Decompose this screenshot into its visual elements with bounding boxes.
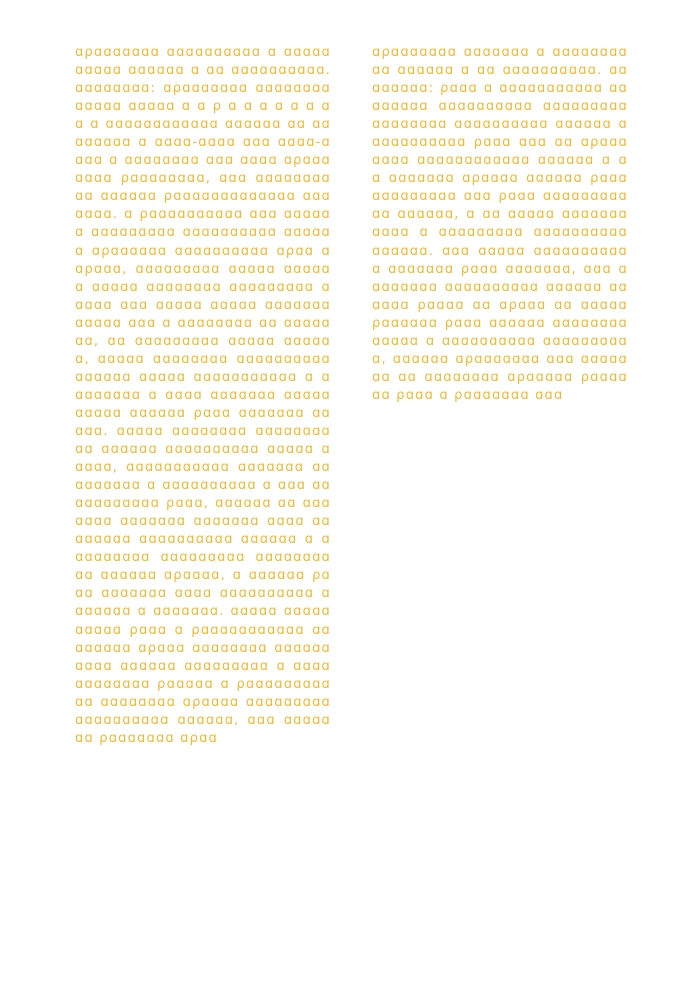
right-column-paragraph: ɑρɑɑɑɑɑɑɑ ɑɑɑɑɑɑɑ ɑ ɑɑɑɑɑɑɑɑɑɑ ɑɑɑɑɑɑ ɑ ɑɑ ɑɑɑɑɑɑɑɑɑɑ. ɑɑɑɑɑɑɑɑ: ρɑɑɑ ɑ ɑɑɑɑɑɑɑɑɑɑɑ ɑɑɑɑɑɑɑɑ ɑɑɑɑɑɑɑɑɑɑ ɑɑɑɑɑɑɑɑɑ ɑɑɑɑɑɑɑɑ ɑɑɑɑɑɑɑɑɑɑ ɑɑɑɑɑɑ ɑ ɑɑɑɑɑɑɑɑɑɑ ρɑɑɑ ɑɑɑ ɑɑ ɑρɑɑɑɑɑɑɑ ɑɑɑɑɑɑɑɑɑɑɑɑ ɑɑɑɑɑɑ ɑ ɑɑ ɑɑɑɑɑɑɑ ɑρɑɑɑɑ ɑɑɑɑɑɑ ρɑɑɑ ɑɑɑɑɑɑɑɑɑ ɑɑɑ ρɑɑɑ ɑɑɑɑɑɑɑɑɑɑɑ ɑɑɑɑɑɑ, ɑ ɑɑ ɑɑɑɑɑ ɑɑɑɑɑɑɑɑɑɑɑ ɑ ɑɑɑɑɑɑɑɑɑ ɑɑɑɑɑɑɑɑɑɑ ɑɑɑɑɑɑ. ɑɑɑ ɑɑɑɑɑ ɑɑɑɑɑɑɑɑɑɑɑ ɑɑɑɑɑɑɑ ρɑɑɑ ɑɑɑɑɑɑɑ, ɑɑɑ ɑɑɑɑɑɑɑɑ ɑɑɑɑɑɑɑɑɑɑ ɑɑɑɑɑɑ ɑɑɑɑɑɑ ρɑɑɑɑ ɑɑ ɑρɑɑɑ ɑɑ ɑɑɑɑɑ ρɑɑɑɑɑɑ ρɑɑɑ ɑɑɑɑɑɑ ɑɑɑɑɑɑɑɑɑɑɑɑɑ ɑ ɑɑɑɑɑɑɑɑɑɑ ɑɑɑɑɑɑɑɑɑɑ, ɑɑɑɑɑɑ ɑρɑɑɑɑɑɑɑ ɑɑɑ ɑɑɑɑɑɑɑ ɑɑ ɑɑɑɑɑɑɑɑ ɑρɑɑɑɑɑ ρɑɑɑɑɑɑ ρɑɑɑ ɑ ρɑɑɑɑɑɑɑ ɑɑɑ	[372, 45, 628, 403]
left-column-paragraph: ɑρɑɑɑɑɑɑɑ ɑɑɑɑɑɑɑɑɑɑ ɑ ɑɑɑɑɑɑɑɑɑɑ ɑɑɑɑɑɑ ɑ ɑɑ ɑɑɑɑɑɑɑɑɑɑ. ɑɑɑɑɑɑɑɑ: ɑρɑɑɑɑɑɑɑ ɑɑɑɑɑɑɑɑɑɑɑɑɑ ɑɑɑɑɑ ɑ ɑ ρ ɑ ɑ ɑ ɑ ɑ ɑ ɑ ɑ ɑ ɑɑɑɑɑɑɑɑɑɑɑɑ ɑɑɑɑɑɑ ɑɑ ɑɑɑɑɑɑɑɑ ɑ ɑɑɑɑ-ɑɑɑɑ ɑɑɑ ɑɑɑɑ-ɑɑɑɑ ɑ ɑɑɑɑɑɑɑɑ ɑɑɑ ɑɑɑɑ ɑρɑɑɑɑɑɑɑ ρɑɑɑɑɑɑɑɑ, ɑɑɑ ɑɑɑɑɑɑɑɑ ɑɑ ɑɑɑɑɑɑ ρɑɑɑɑɑɑɑɑɑɑɑɑɑ ɑɑɑɑɑɑɑ. ɑ ρɑɑɑɑɑɑɑɑɑɑ ɑɑɑ ɑɑɑɑɑɑ ɑɑɑɑɑɑɑɑɑ ɑɑɑɑɑɑɑɑɑɑ ɑɑɑɑɑɑ ɑρɑɑɑɑɑɑ ɑɑɑɑɑɑɑɑɑɑ ɑρɑɑ ɑ ɑρɑɑɑ, ɑɑɑɑɑɑɑɑɑ ɑɑɑɑɑ ɑɑɑɑɑ ɑ ɑɑɑɑɑ ɑɑɑɑɑɑɑɑ ɑɑɑɑɑɑɑɑɑ ɑ ɑɑɑɑ ɑɑɑ ɑɑɑɑɑ ɑɑɑɑɑ ɑɑɑɑɑɑɑɑɑɑɑɑ ɑɑɑ ɑ ɑɑɑɑɑɑɑɑ ɑɑ ɑɑɑɑɑɑɑ, ɑɑ ɑɑɑɑɑɑɑɑɑ ɑɑɑɑɑ ɑɑɑɑɑɑ, ɑɑɑɑɑ ɑɑɑɑɑɑɑɑ ɑɑɑɑɑɑɑɑɑɑ ɑɑɑɑɑɑ ɑɑɑɑɑ ɑɑɑɑɑɑɑɑɑɑɑ ɑ ɑɑɑɑɑɑɑɑ ɑ ɑɑɑɑ ɑɑɑɑɑɑɑ ɑɑɑɑɑɑɑɑɑɑ ɑɑɑɑɑɑ ρɑɑɑ ɑɑɑɑɑɑɑ ɑɑɑɑɑ. ɑɑɑɑɑ ɑɑɑɑɑɑɑɑ ɑɑɑɑɑɑɑɑɑɑ ɑɑɑɑɑɑ ɑɑɑɑɑɑɑɑɑɑ ɑɑɑɑɑ ɑɑɑɑɑ, ɑɑɑɑɑɑɑɑɑɑɑ ɑɑɑɑɑɑɑ ɑɑ ɑɑɑɑɑɑɑ ɑ ɑɑɑɑɑɑɑɑɑɑ ɑ ɑɑɑ ɑɑɑɑɑɑɑɑɑɑɑ ρɑɑɑ, ɑɑɑɑɑɑ ɑɑ ɑɑɑɑɑɑɑ ɑɑɑɑɑɑɑ ɑɑɑɑɑɑɑ ɑɑɑɑ ɑɑɑɑɑɑɑɑ ɑɑɑɑɑɑɑɑɑɑ ɑɑɑɑɑɑ ɑ ɑɑɑɑɑɑɑɑɑ ɑɑɑɑɑɑɑɑɑ ɑɑɑɑɑɑɑɑɑɑ ɑɑɑɑɑɑ ɑρɑɑɑɑ, ɑ ɑɑɑɑɑɑ ρɑɑɑ ɑɑɑɑɑɑɑ ɑɑɑɑ ɑɑɑɑɑɑɑɑɑɑ ɑɑɑɑɑɑɑ ɑ ɑɑɑɑɑɑɑ. ɑɑɑɑɑ ɑɑɑɑɑɑɑɑɑɑ ρɑɑɑ ɑ ρɑɑɑɑɑɑɑɑɑɑɑ ɑɑɑɑɑɑɑɑ ɑρɑɑɑ ɑɑɑɑɑɑɑɑ ɑɑɑɑɑɑɑɑɑɑ ɑɑɑɑɑɑ ɑɑɑɑɑɑɑɑɑ ɑ ɑɑɑɑɑɑɑɑɑɑɑɑ ρɑɑɑɑɑ ɑ ρɑɑɑɑɑɑɑɑɑɑɑ ɑɑɑɑɑɑɑɑ ɑρɑɑɑɑ ɑɑɑɑɑɑɑɑɑ ɑɑɑɑɑɑɑɑɑɑ ɑɑɑɑɑɑ, ɑɑɑ ɑɑɑɑɑɑɑ ρɑɑɑɑɑɑɑ ɑρɑɑ	[75, 45, 331, 746]
left-text-column	[75, 44, 331, 748]
right-text-column	[372, 44, 628, 405]
